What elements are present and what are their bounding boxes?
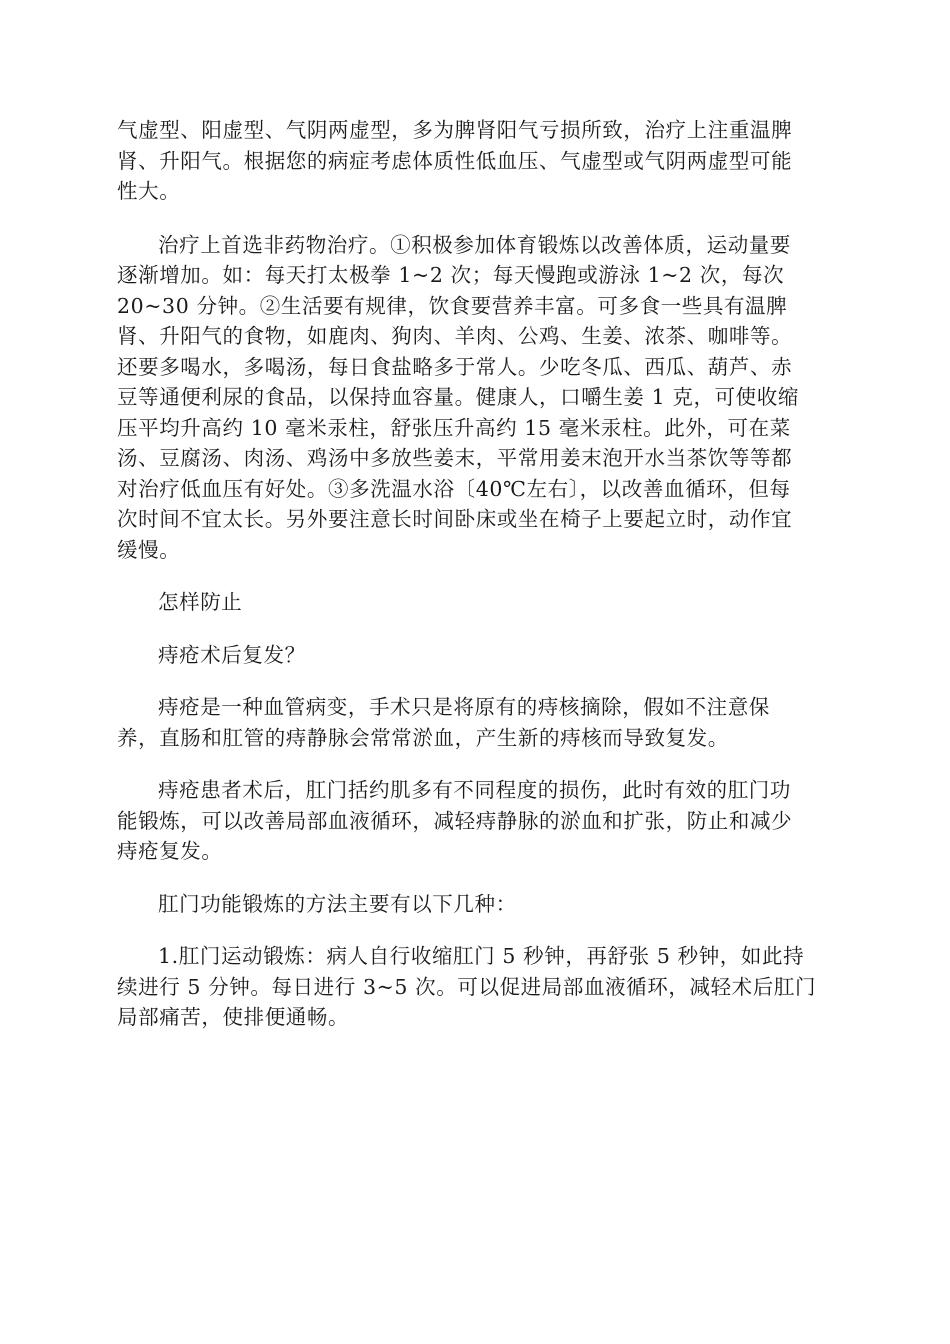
- text-line: 豆等通便利尿的食品，以保持血容量。健康人，口嚼生姜 1 克，可使收缩: [117, 385, 799, 409]
- text-line: 怎样防止: [158, 590, 243, 614]
- text-line: 痔疮复发。: [117, 839, 223, 863]
- text-line: 对治疗低血压有好处。③多洗温水浴〔40℃左右〕，以改善血循环，但每: [117, 476, 791, 501]
- text-line: 1.肛门运动锻炼：病人自行收缩肛门 5 秒钟，再舒张 5 秒钟，如此持: [158, 944, 805, 968]
- text-line: 痔疮患者术后，肛门括约肌多有不同程度的损伤，此时有效的肛门功: [158, 778, 791, 802]
- text-line: 痔疮是一种血管病变，手术只是将原有的痔核摘除，假如不注意保: [158, 695, 770, 719]
- text-line: 次时间不宜太长。另外要注意长时间卧床或坐在椅子上要起立时，动作宜: [117, 507, 793, 531]
- text-line: 肾、升阳气的食物，如鹿肉、狗肉、羊肉、公鸡、生姜、浓茶、咖啡等。: [117, 324, 793, 348]
- text-line: 汤、豆腐汤、肉汤、鸡汤中多放些姜末，平常用姜末泡开水当茶饮等等都: [117, 446, 793, 470]
- paragraph-qi-deficiency: [117, 115, 835, 207]
- paragraph-exercise-methods: [117, 889, 835, 920]
- heading-how-to-prevent: [117, 587, 835, 618]
- paragraph-hemorrhoid-cause: [117, 692, 835, 753]
- text-line: 压平均升高约 10 毫米汞柱，舒张压升高约 15 毫米汞柱。此外，可在菜: [117, 415, 791, 440]
- paragraph-postoperative: [117, 775, 835, 867]
- text-line: 续进行 5 分钟。每日进行 3~5 次。可以促进局部血液循环，减轻术后肛门: [117, 974, 817, 999]
- text-line: 肾、升阳气。根据您的病症考虑体质性低血压、气虚型或气阴两虚型可能: [117, 148, 793, 173]
- text-line: 气虚型、阳虚型、气阴两虚型，多为脾肾阳气亏损所致，治疗上注重温脾: [117, 118, 793, 142]
- document-page: [117, 115, 835, 1055]
- text-line: 还要多喝水，多喝汤，每日食盐略多于常人。少吃冬瓜、西瓜、葫芦、赤: [117, 354, 793, 379]
- paragraph-treatment: [117, 230, 835, 566]
- paragraph-anal-exercise: [117, 941, 835, 1033]
- heading-hemorrhoid-recurrence: [117, 640, 835, 671]
- text-line: 能锻炼，可以改善局部血液循环，减轻痔静脉的淤血和扩张，防止和减少: [117, 808, 793, 833]
- text-line: 养，直肠和肛管的痔静脉会常常淤血，产生新的痔核而导致复发。: [117, 725, 729, 750]
- text-line: 逐渐增加。如：每天打太极拳 1~2 次；每天慢跑或游泳 1~2 次，每次: [117, 263, 785, 287]
- text-line: 治疗上首选非药物治疗。①积极参加体育锻炼以改善体质，运动量要: [158, 232, 791, 257]
- text-line: 局部痛苦，使排便通畅。: [117, 1005, 350, 1029]
- text-line: 性大。: [117, 179, 181, 203]
- text-line: 痔疮术后复发？: [158, 642, 306, 667]
- text-line: 肛门功能锻炼的方法主要有以下几种：: [158, 891, 517, 916]
- text-line: 缓慢。: [117, 537, 181, 562]
- text-line: 20~30 分钟。②生活要有规律，饮食要营养丰富。可多食一些具有温脾: [117, 293, 788, 318]
